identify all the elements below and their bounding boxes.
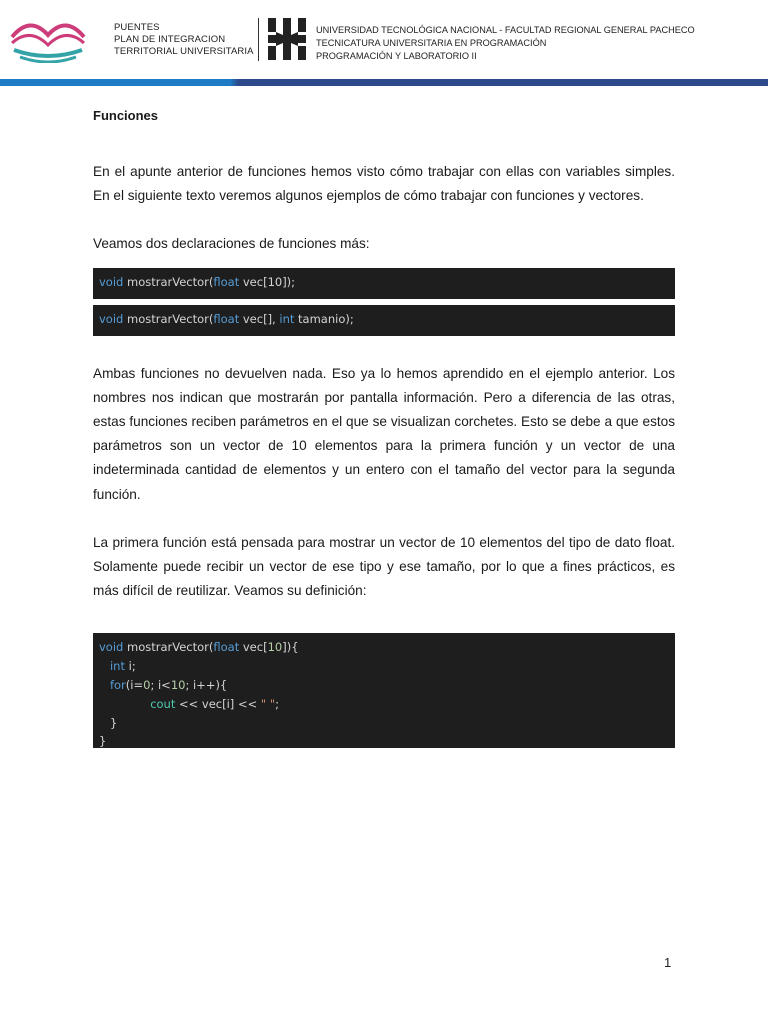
code-line: void mostrarVector(float vec[10]){ <box>99 640 299 655</box>
code-line: } <box>99 734 107 749</box>
code-declaration-1: void mostrarVector(float vec[10]); <box>93 268 675 299</box>
code-definition-block <box>93 633 675 748</box>
document-body <box>93 106 675 748</box>
section-title: Funciones <box>93 108 159 123</box>
code-line: cout << vec[i] << " "; <box>150 696 280 711</box>
intro-paragraph: En el apunte anterior de funciones hemos visto cómo trabajar con ellas con variables simples. En el siguiente texto veremos algunos ejemplos de cómo trabajar con funciones y vectores. <box>93 164 675 204</box>
code-line: int i; <box>109 659 136 674</box>
page-header <box>0 0 768 90</box>
definition-paragraph: La primera función está pensada para mostrar un vector de 10 elementos del tipo de dato float. Solamente puede recibir un vector de ese tipo y ese tamaño, por lo que a fines prácticos, es más difícil de reutilizar. Veamos su definición: <box>93 534 675 599</box>
code-declaration-2: void mostrarVector(float vec[], int tamanio); <box>93 305 675 336</box>
utn-logo-icon <box>268 18 306 60</box>
program-name: PUENTES PLAN DE INTEGRACION TERRITORIAL UNIVERSITARIA <box>114 22 254 57</box>
explanation-paragraph: Ambas funciones no devuelven nada. Eso ya lo hemos aprendido en el ejemplo anterior. Los nombres nos indican que mostrarán por pantalla información. Pero a diferencia de las otras, estas funciones reciben parámetros en el que se visualizan corchetes. Esto se debe a que estos parámetros son un vector de 10 elementos para la primera función y un vector de una indeterminada cantidad de elementos y un entero con el tamaño del vector para la segunda función. <box>93 365 675 502</box>
header-divider <box>258 18 259 61</box>
puentes-logo-icon <box>10 17 86 63</box>
code-line: } <box>99 715 118 730</box>
code-line: for(i=0; i<10; i++){ <box>109 678 228 693</box>
page-number: 1 <box>664 955 672 970</box>
university-name: UNIVERSIDAD TECNOLÓGICA NACIONAL - FACULTAD REGIONAL GENERAL PACHECO TECNICATURA UNIVERSITARIA EN PROGRAMACIÓN PROGRAMACIÓN Y LABORATORIO II <box>316 25 695 61</box>
lead-paragraph: Veamos dos declaraciones de funciones más: <box>93 236 370 252</box>
header-color-bar <box>0 79 768 86</box>
